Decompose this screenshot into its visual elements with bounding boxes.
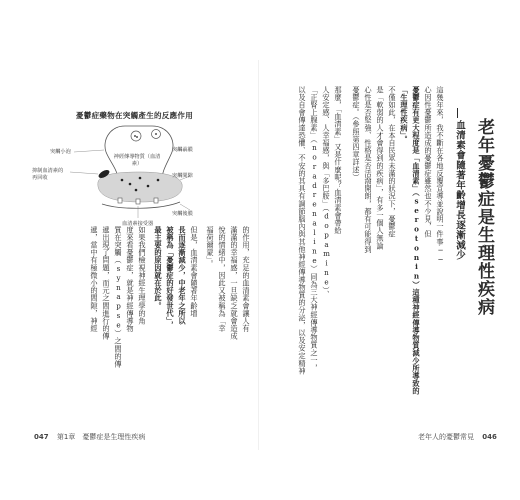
body-column: 的作用，充足的血清素會讓人有: [242, 226, 251, 333]
right-footer: [418, 432, 497, 442]
body-column: 不僅如此，在本自民眾未滿的狀況下，憂鬱症: [388, 86, 397, 238]
page-number-right: 046: [482, 433, 497, 441]
body-column-emphasis: 長而逐漸減少，中老年之所以: [178, 226, 187, 325]
body-column: 這幾年來，我不斷在各地反覆宣導並說明一件事──: [436, 86, 445, 265]
chapter-title: 老年憂鬱症是生理性疾病: [474, 118, 494, 316]
running-head-right: 老年人的憂鬱常見: [418, 433, 474, 441]
body-column: 悅的情緒中，因此又被稱為「幸: [218, 226, 227, 333]
page-gutter: [258, 60, 259, 450]
body-column-emphasis: 被稱為「憂鬱症的好發世代」，: [166, 226, 175, 329]
body-column: 福荷爾蒙」。: [206, 226, 215, 268]
body-column: 是「軟弱的人才會得到的疾病」，有多一個人無論: [376, 86, 385, 250]
label-neurotransmitter: 神經傳導物質（血清素）: [113, 154, 161, 167]
page-number-left: 047: [34, 433, 49, 441]
right-page-body: [262, 86, 492, 416]
body-column: 那麼，「血清素」又是什麼呢？血清素會帶給: [334, 86, 343, 235]
label-synaptic-cleft: 突觸間隙: [172, 173, 193, 179]
body-column: 心性是否堅強、性格是否活潑開朗，都有可能得到: [364, 86, 373, 254]
body-column: 憂鬱症。（參照第四章詳述）: [352, 86, 361, 182]
body-column: 「正腎上腺素」（noradrenaline）同為三大神經傳導物質之一，: [310, 86, 319, 372]
label-presynaptic: 突觸前膜: [172, 147, 193, 153]
body-column: 遞，當中有極微小的間隙，神經: [90, 226, 99, 333]
body-column: 度來看憂鬱症，就是神經傳導物: [126, 226, 135, 333]
running-head-left: 第1章 憂鬱症是生理性疾病: [56, 433, 146, 441]
body-column: 質在突觸（synapse）之間的傳: [114, 226, 123, 368]
body-column-emphasis: 最主要的原因就在於此。: [154, 226, 163, 310]
body-column: 心因性憂鬱所造成的憂鬱症雖然也不少見，但: [424, 86, 433, 238]
diagram-title: 憂鬱症藥物在突觸產生的反應作用: [76, 111, 193, 120]
label-reuptake-inhibit: 抑制血清素的再回收: [32, 168, 64, 181]
chapter-subtitle: 血清素會隨著年齡增長逐漸減少: [454, 120, 465, 260]
label-receptor: 血清素接受器: [122, 221, 154, 227]
synapse-diagram: [32, 110, 195, 240]
body-column-emphasis: 憂鬱症有更大程度是「血清素」（serotonin）這種神經傳導物質減少所導致的: [412, 86, 421, 395]
body-column: 遞出現了問題，而元之間進行的傳: [102, 226, 111, 340]
body-column: 人安定感、人幸福感，與「多巴胺」（dopamine）、: [322, 86, 331, 299]
left-footer: [34, 432, 145, 442]
body-column: 如果我們檢視神經生理學的角: [138, 226, 147, 325]
body-column: 滿滿的幸福感，一旦缺乏就會造成: [230, 226, 239, 340]
body-column: 以及自會傳達恐懼、不安的其具有調節腦內與其他神經傳導物質的分泌，以及安定精神: [298, 86, 307, 375]
label-postsynaptic: 突觸後膜: [172, 211, 193, 217]
body-column: 但是，血清素會隨著年齡增: [190, 226, 199, 318]
label-synaptic-vesicle: 突觸小泡: [50, 149, 71, 155]
body-column-emphasis: 「生理性疾病」。: [400, 86, 409, 144]
